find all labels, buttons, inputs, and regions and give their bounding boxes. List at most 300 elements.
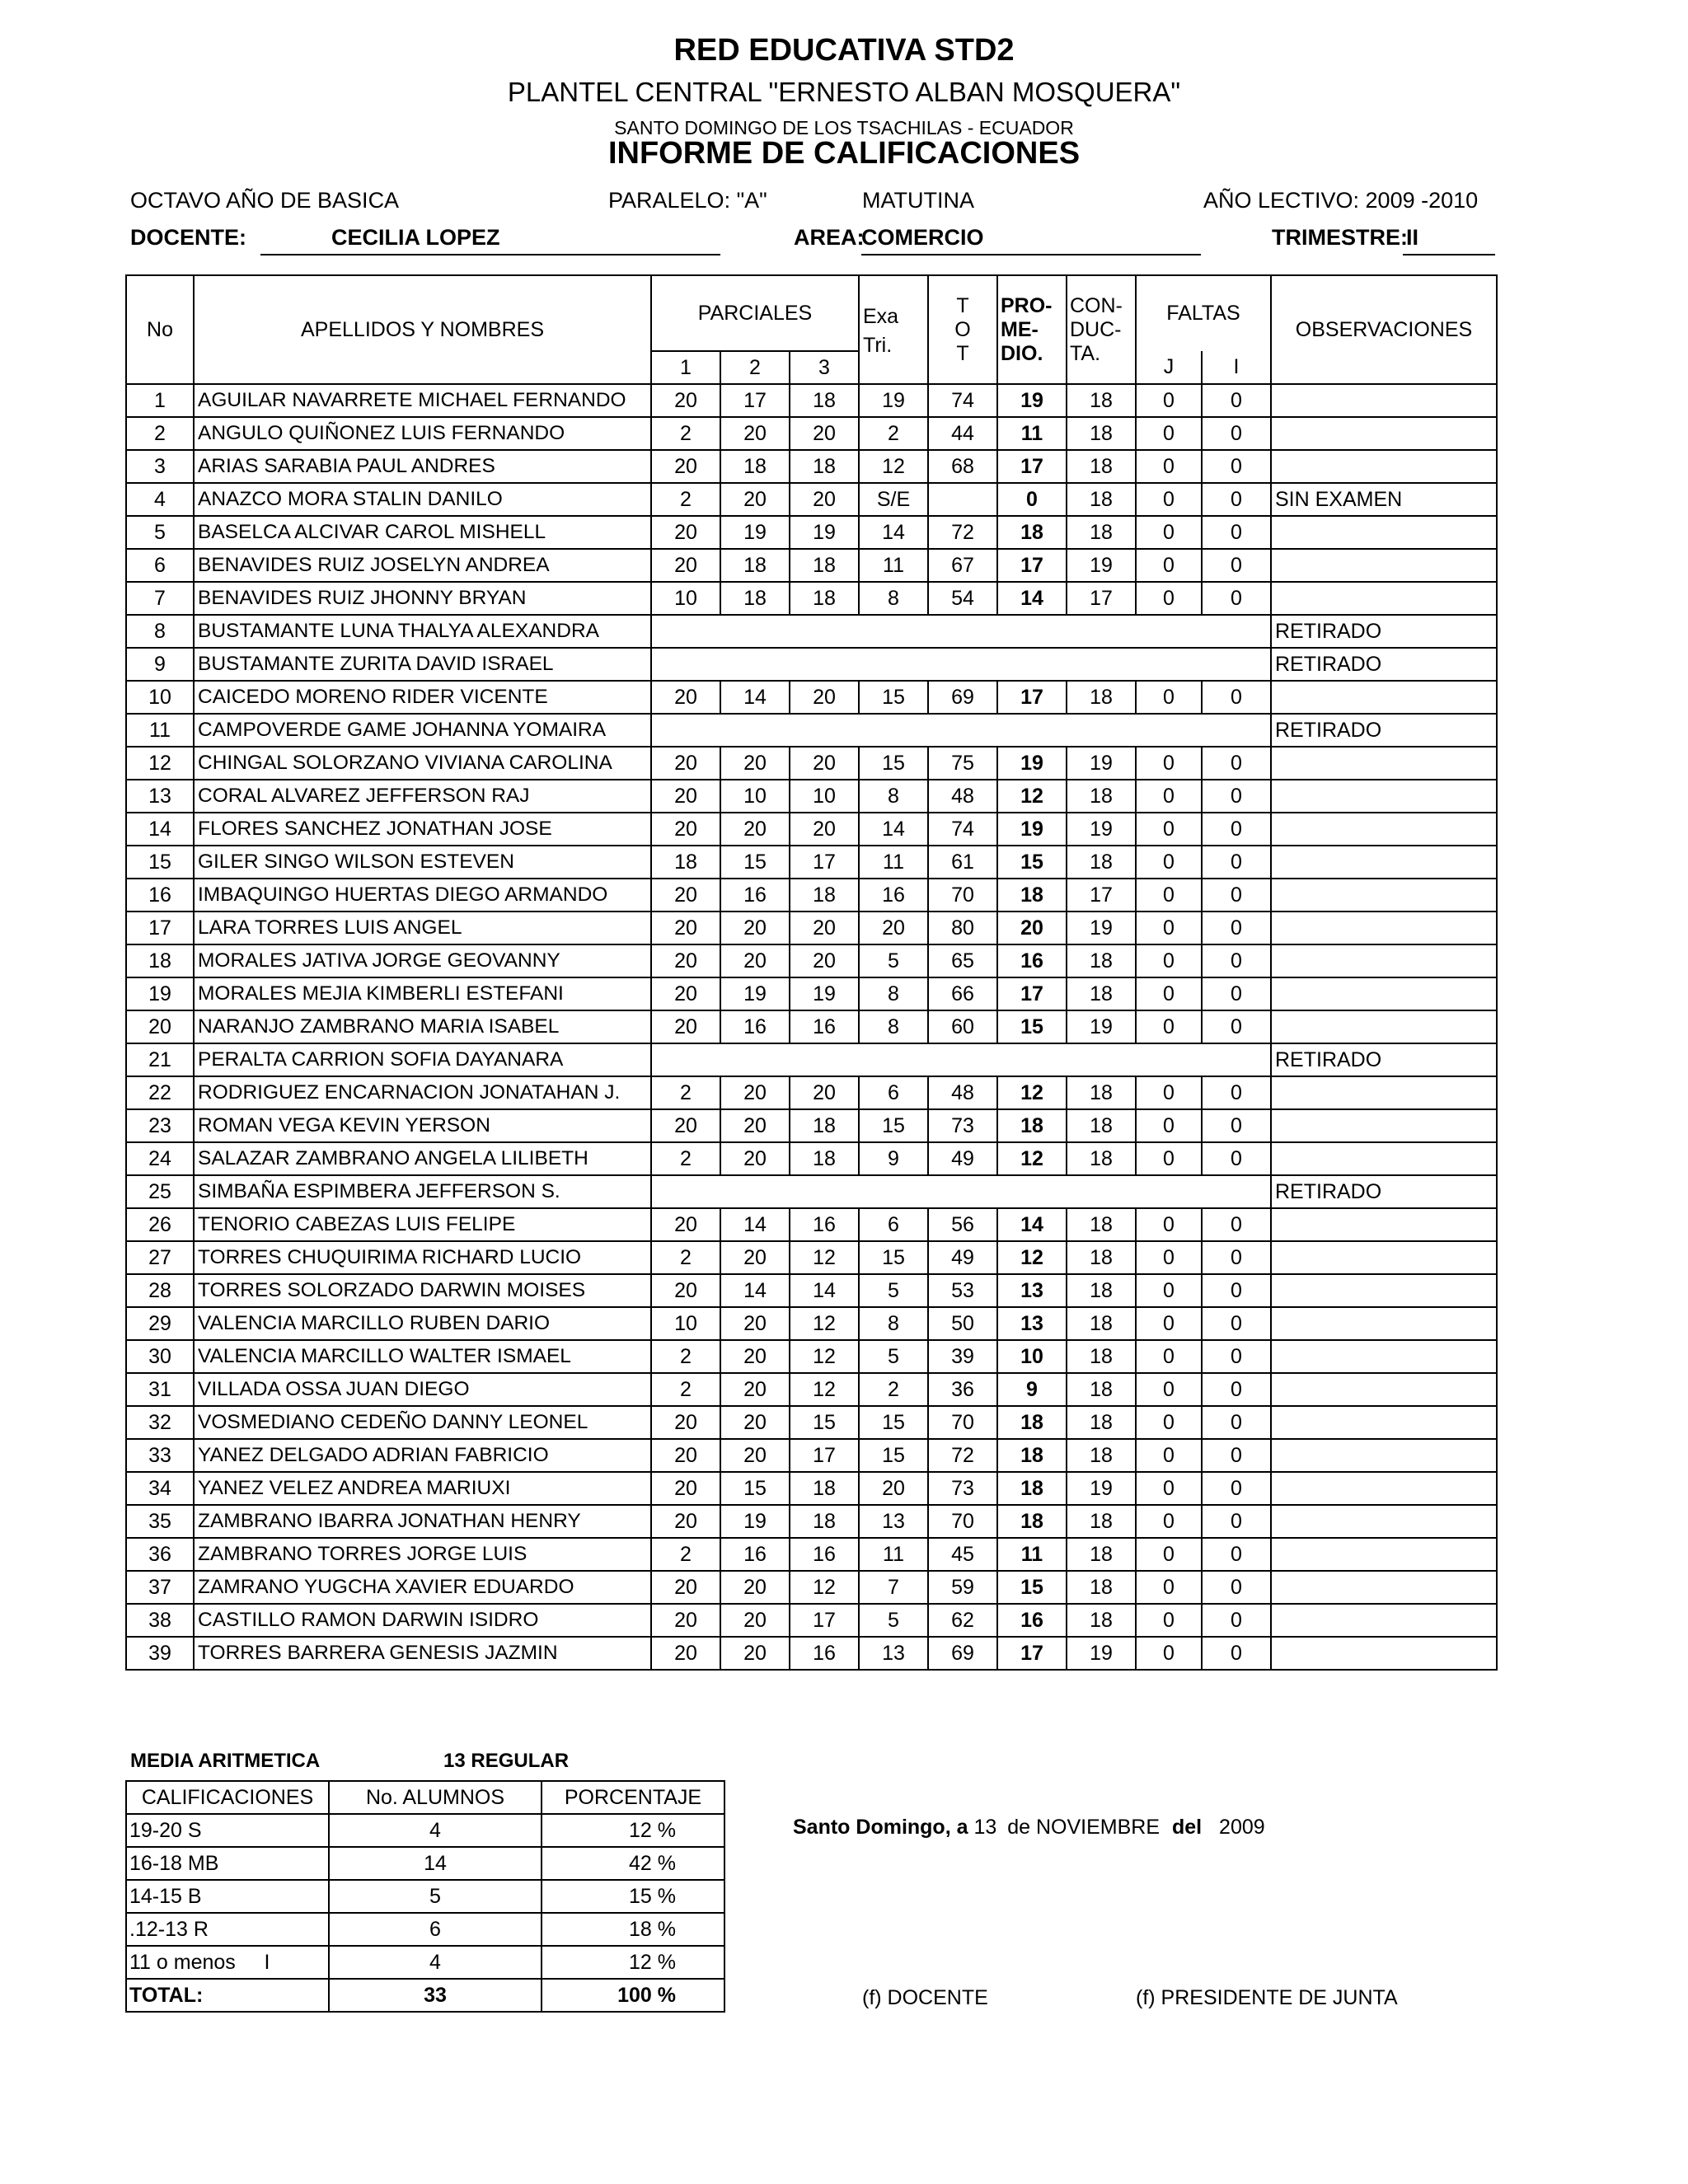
student-name: ZAMBRANO IBARRA JONATHAN HENRY	[194, 1505, 651, 1538]
absences-unjustified: 0	[1202, 1307, 1271, 1340]
conduct-grade: 18	[1067, 780, 1136, 813]
absences-justified: 0	[1136, 1109, 1202, 1142]
observation	[1271, 384, 1497, 417]
observation	[1271, 1076, 1497, 1109]
total-grade: 69	[928, 1637, 997, 1670]
partial-3-grade: 18	[790, 549, 859, 582]
observation	[1271, 1109, 1497, 1142]
president-signature: (f) PRESIDENTE DE JUNTA	[1136, 1986, 1398, 2009]
student-name: GILER SINGO WILSON ESTEVEN	[194, 846, 651, 879]
table-row	[126, 780, 1497, 813]
observation	[1271, 944, 1497, 977]
exam-grade: 8	[859, 977, 928, 1010]
total-grade: 60	[928, 1010, 997, 1043]
observation	[1271, 1406, 1497, 1439]
absences-unjustified: 0	[1202, 681, 1271, 714]
total-grade: 68	[928, 450, 997, 483]
student-number: 14	[126, 813, 194, 846]
report-title: INFORME DE CALIFICACIONES	[607, 136, 1081, 171]
partial-2-grade: 17	[720, 384, 790, 417]
observation	[1271, 1340, 1497, 1373]
student-number: 6	[126, 549, 194, 582]
partial-3-grade: 17	[790, 846, 859, 879]
school-year: AÑO LECTIVO: 2009 -2010	[1203, 188, 1479, 213]
student-number: 18	[126, 944, 194, 977]
observation	[1271, 813, 1497, 846]
average-grade: 18	[997, 1505, 1067, 1538]
absences-unjustified: 0	[1202, 1241, 1271, 1274]
conduct-grade: 18	[1067, 977, 1136, 1010]
summary-count: 5	[329, 1880, 542, 1913]
student-name: ZAMRANO YUGCHA XAVIER EDUARDO	[194, 1571, 651, 1604]
absences-justified: 0	[1136, 582, 1202, 615]
partial-1-grade: 20	[651, 912, 720, 944]
table-row	[126, 1538, 1497, 1571]
observation	[1271, 1571, 1497, 1604]
partial-2-grade: 20	[720, 1439, 790, 1472]
average-grade: 17	[997, 549, 1067, 582]
average-grade: 18	[997, 879, 1067, 912]
partial-2-grade: 14	[720, 1274, 790, 1307]
student-name: TENORIO CABEZAS LUIS FELIPE	[194, 1208, 651, 1241]
summary-percent: 15 %	[542, 1880, 724, 1913]
partial-1-grade: 20	[651, 1010, 720, 1043]
conduct-grade: 18	[1067, 944, 1136, 977]
absences-unjustified: 0	[1202, 1637, 1271, 1670]
table-row	[126, 747, 1497, 780]
exam-grade: 14	[859, 813, 928, 846]
partial-2-grade: 10	[720, 780, 790, 813]
col-header-total: T O T	[928, 275, 997, 384]
term-value: II	[1406, 225, 1419, 250]
partial-1-grade: 2	[651, 1340, 720, 1373]
student-name: SIMBAÑA ESPIMBERA JEFFERSON S.	[194, 1175, 651, 1208]
area-label: AREA:	[794, 225, 865, 250]
summary-range: .12-13 R	[126, 1913, 329, 1946]
total-grade: 65	[928, 944, 997, 977]
average-grade: 13	[997, 1274, 1067, 1307]
student-name: PERALTA CARRION SOFIA DAYANARA	[194, 1043, 651, 1076]
partial-2-grade: 14	[720, 1208, 790, 1241]
average-grade: 15	[997, 1010, 1067, 1043]
total-grade: 73	[928, 1472, 997, 1505]
student-number: 29	[126, 1307, 194, 1340]
student-number: 7	[126, 582, 194, 615]
summary-row	[126, 1814, 724, 1847]
student-name: TORRES BARRERA GENESIS JAZMIN	[194, 1637, 651, 1670]
student-name: CORAL ALVAREZ JEFFERSON RAJ	[194, 780, 651, 813]
student-number: 23	[126, 1109, 194, 1142]
date-month: NOVIEMBRE	[1035, 1816, 1160, 1839]
partial-2-grade: 16	[720, 879, 790, 912]
student-name: YANEZ VELEZ ANDREA MARIUXI	[194, 1472, 651, 1505]
total-grade: 74	[928, 813, 997, 846]
absences-unjustified: 0	[1202, 1208, 1271, 1241]
total-grade: 62	[928, 1604, 997, 1637]
exam-grade: 7	[859, 1571, 928, 1604]
observation	[1271, 977, 1497, 1010]
average-grade: 14	[997, 1208, 1067, 1241]
absences-unjustified: 0	[1202, 1142, 1271, 1175]
student-number: 32	[126, 1406, 194, 1439]
withdrawn-blank	[651, 615, 1271, 648]
absences-unjustified: 0	[1202, 1538, 1271, 1571]
col-header-partial-1: 1	[651, 351, 720, 384]
student-number: 36	[126, 1538, 194, 1571]
total-grade: 61	[928, 846, 997, 879]
table-row	[126, 912, 1497, 944]
table-row	[126, 549, 1497, 582]
partial-2-grade: 18	[720, 582, 790, 615]
table-row	[126, 681, 1497, 714]
exam-grade: 11	[859, 846, 928, 879]
partial-3-grade: 17	[790, 1439, 859, 1472]
absences-unjustified: 0	[1202, 977, 1271, 1010]
partial-1-grade: 20	[651, 1439, 720, 1472]
summary-percent: 42 %	[542, 1847, 724, 1880]
exam-grade: 15	[859, 1406, 928, 1439]
absences-justified: 0	[1136, 879, 1202, 912]
col-header-average: PRO- ME- DIO.	[997, 275, 1067, 384]
student-name: ROMAN VEGA KEVIN YERSON	[194, 1109, 651, 1142]
exam-grade: 5	[859, 944, 928, 977]
observation	[1271, 1274, 1497, 1307]
average-grade: 18	[997, 1439, 1067, 1472]
exam-grade: 20	[859, 912, 928, 944]
observation	[1271, 1307, 1497, 1340]
student-number: 9	[126, 648, 194, 681]
conduct-grade: 18	[1067, 1604, 1136, 1637]
total-grade: 73	[928, 1109, 997, 1142]
student-name: ARIAS SARABIA PAUL ANDRES	[194, 450, 651, 483]
col-header-absences: FALTAS	[1136, 275, 1271, 351]
summary-percent: 12 %	[542, 1946, 724, 1979]
observation: RETIRADO	[1271, 1175, 1497, 1208]
table-row	[126, 1307, 1497, 1340]
table-row	[126, 1109, 1497, 1142]
col-header-observations: OBSERVACIONES	[1271, 275, 1497, 384]
area-value: COMERCIO	[861, 225, 984, 250]
student-name: YANEZ DELGADO ADRIAN FABRICIO	[194, 1439, 651, 1472]
partial-1-grade: 20	[651, 1274, 720, 1307]
student-number: 4	[126, 483, 194, 516]
partial-3-grade: 20	[790, 747, 859, 780]
average-grade: 12	[997, 1142, 1067, 1175]
conduct-grade: 18	[1067, 1505, 1136, 1538]
table-row	[126, 450, 1497, 483]
absences-unjustified: 0	[1202, 1604, 1271, 1637]
observation	[1271, 516, 1497, 549]
observation	[1271, 846, 1497, 879]
absences-justified: 0	[1136, 1571, 1202, 1604]
total-grade: 45	[928, 1538, 997, 1571]
summary-total-percent: 100 %	[542, 1979, 724, 2012]
exam-grade: 6	[859, 1076, 928, 1109]
observation	[1271, 879, 1497, 912]
exam-grade: 2	[859, 417, 928, 450]
col-header-partials: PARCIALES	[651, 275, 859, 351]
student-number: 20	[126, 1010, 194, 1043]
student-number: 37	[126, 1571, 194, 1604]
col-header-absences-justified: J	[1136, 351, 1202, 384]
absences-justified: 0	[1136, 1439, 1202, 1472]
absences-unjustified: 0	[1202, 1406, 1271, 1439]
table-row	[126, 1571, 1497, 1604]
absences-justified: 0	[1136, 1406, 1202, 1439]
withdrawn-blank	[651, 1043, 1271, 1076]
absences-justified: 0	[1136, 417, 1202, 450]
partial-2-grade: 20	[720, 912, 790, 944]
exam-grade: 5	[859, 1604, 928, 1637]
table-row	[126, 1043, 1497, 1076]
student-number: 10	[126, 681, 194, 714]
date-day: 13	[973, 1816, 997, 1839]
col-header-names: APELLIDOS Y NOMBRES	[194, 275, 651, 384]
col-header-conduct: CON- DUC- TA.	[1067, 275, 1136, 384]
partial-2-grade: 18	[720, 549, 790, 582]
total-grade: 70	[928, 879, 997, 912]
average-grade: 17	[997, 681, 1067, 714]
average-grade: 11	[997, 1538, 1067, 1571]
observation	[1271, 417, 1497, 450]
total-grade: 72	[928, 1439, 997, 1472]
absences-justified: 0	[1136, 681, 1202, 714]
absences-justified: 0	[1136, 1604, 1202, 1637]
total-grade: 44	[928, 417, 997, 450]
table-row	[126, 1142, 1497, 1175]
average-grade: 12	[997, 1076, 1067, 1109]
absences-unjustified: 0	[1202, 582, 1271, 615]
observation: RETIRADO	[1271, 714, 1497, 747]
partial-1-grade: 18	[651, 846, 720, 879]
average-grade: 17	[997, 450, 1067, 483]
partial-2-grade: 15	[720, 1472, 790, 1505]
partial-1-grade: 2	[651, 1538, 720, 1571]
partial-1-grade: 20	[651, 813, 720, 846]
summary-count: 4	[329, 1814, 542, 1847]
partial-3-grade: 18	[790, 450, 859, 483]
partial-2-grade: 19	[720, 977, 790, 1010]
absences-unjustified: 0	[1202, 1274, 1271, 1307]
observation	[1271, 912, 1497, 944]
col-header-partial-2: 2	[720, 351, 790, 384]
exam-grade: 16	[859, 879, 928, 912]
conduct-grade: 19	[1067, 912, 1136, 944]
average-grade: 14	[997, 582, 1067, 615]
table-row	[126, 483, 1497, 516]
observation	[1271, 681, 1497, 714]
average-grade: 9	[997, 1373, 1067, 1406]
student-number: 15	[126, 846, 194, 879]
table-row	[126, 813, 1497, 846]
average-grade: 15	[997, 1571, 1067, 1604]
conduct-grade: 18	[1067, 1538, 1136, 1571]
exam-grade: 2	[859, 1373, 928, 1406]
partial-3-grade: 12	[790, 1571, 859, 1604]
partial-3-grade: 20	[790, 483, 859, 516]
conduct-grade: 17	[1067, 582, 1136, 615]
absences-justified: 0	[1136, 1472, 1202, 1505]
summary-count: 6	[329, 1913, 542, 1946]
exam-grade: 19	[859, 384, 928, 417]
partial-3-grade: 20	[790, 912, 859, 944]
exam-grade: 8	[859, 1307, 928, 1340]
table-row	[126, 1472, 1497, 1505]
partial-1-grade: 20	[651, 1637, 720, 1670]
partial-3-grade: 18	[790, 1142, 859, 1175]
exam-grade: 6	[859, 1208, 928, 1241]
conduct-grade: 18	[1067, 1076, 1136, 1109]
absences-justified: 0	[1136, 384, 1202, 417]
student-number: 17	[126, 912, 194, 944]
conduct-grade: 18	[1067, 1208, 1136, 1241]
student-name: ANGULO QUIÑONEZ LUIS FERNANDO	[194, 417, 651, 450]
partial-1-grade: 20	[651, 1604, 720, 1637]
absences-justified: 0	[1136, 747, 1202, 780]
partial-2-grade: 20	[720, 1406, 790, 1439]
table-row	[126, 1373, 1497, 1406]
student-name: IMBAQUINGO HUERTAS DIEGO ARMANDO	[194, 879, 651, 912]
student-number: 38	[126, 1604, 194, 1637]
partial-2-grade: 20	[720, 1076, 790, 1109]
observation: RETIRADO	[1271, 615, 1497, 648]
partial-3-grade: 20	[790, 1076, 859, 1109]
partial-2-grade: 20	[720, 1340, 790, 1373]
partial-2-grade: 20	[720, 417, 790, 450]
teacher-signature: (f) DOCENTE	[862, 1986, 988, 2009]
student-name: MORALES MEJIA KIMBERLI ESTEFANI	[194, 977, 651, 1010]
student-number: 21	[126, 1043, 194, 1076]
total-grade: 48	[928, 1076, 997, 1109]
observation	[1271, 1208, 1497, 1241]
partial-1-grade: 2	[651, 1373, 720, 1406]
table-row	[126, 879, 1497, 912]
partial-3-grade: 20	[790, 681, 859, 714]
mean-label: MEDIA ARITMETICA	[130, 1750, 321, 1772]
summary-row	[126, 1880, 724, 1913]
observation	[1271, 1241, 1497, 1274]
average-grade: 12	[997, 780, 1067, 813]
conduct-grade: 18	[1067, 516, 1136, 549]
conduct-grade: 18	[1067, 1439, 1136, 1472]
absences-unjustified: 0	[1202, 549, 1271, 582]
teacher-name: CECILIA LOPEZ	[331, 225, 500, 250]
partial-1-grade: 20	[651, 1472, 720, 1505]
table-row	[126, 384, 1497, 417]
partial-1-grade: 10	[651, 1307, 720, 1340]
absences-justified: 0	[1136, 1010, 1202, 1043]
teacher-label: DOCENTE:	[130, 225, 246, 250]
absences-justified: 0	[1136, 1241, 1202, 1274]
observation	[1271, 780, 1497, 813]
summary-row	[126, 1913, 724, 1946]
partial-3-grade: 18	[790, 1109, 859, 1142]
student-name: VOSMEDIANO CEDEÑO DANNY LEONEL	[194, 1406, 651, 1439]
partial-2-grade: 15	[720, 846, 790, 879]
partial-2-grade: 20	[720, 1571, 790, 1604]
table-row	[126, 944, 1497, 977]
exam-grade: 15	[859, 1241, 928, 1274]
partial-2-grade: 20	[720, 1307, 790, 1340]
summary-header-grades: CALIFICACIONES	[126, 1781, 329, 1814]
conduct-grade: 19	[1067, 1010, 1136, 1043]
total-grade: 69	[928, 681, 997, 714]
student-name: ANAZCO MORA STALIN DANILO	[194, 483, 651, 516]
absences-unjustified: 0	[1202, 1340, 1271, 1373]
absences-justified: 0	[1136, 977, 1202, 1010]
table-row	[126, 648, 1497, 681]
observation	[1271, 1505, 1497, 1538]
observation	[1271, 1472, 1497, 1505]
student-name: VALENCIA MARCILLO RUBEN DARIO	[194, 1307, 651, 1340]
summary-header-percent: PORCENTAJE	[542, 1781, 724, 1814]
student-number: 35	[126, 1505, 194, 1538]
partial-3-grade: 18	[790, 384, 859, 417]
total-grade: 59	[928, 1571, 997, 1604]
table-row	[126, 1241, 1497, 1274]
table-row	[126, 1175, 1497, 1208]
table-row	[126, 417, 1497, 450]
absences-justified: 0	[1136, 846, 1202, 879]
student-name: CASTILLO RAMON DARWIN ISIDRO	[194, 1604, 651, 1637]
exam-grade: 13	[859, 1637, 928, 1670]
absences-justified: 0	[1136, 483, 1202, 516]
network-title: RED EDUCATIVA STD2	[673, 33, 1015, 68]
exam-grade: 8	[859, 582, 928, 615]
student-number: 2	[126, 417, 194, 450]
absences-unjustified: 0	[1202, 1571, 1271, 1604]
partial-1-grade: 20	[651, 549, 720, 582]
student-name: VILLADA OSSA JUAN DIEGO	[194, 1373, 651, 1406]
conduct-grade: 18	[1067, 681, 1136, 714]
student-number: 30	[126, 1340, 194, 1373]
average-grade: 19	[997, 747, 1067, 780]
partial-3-grade: 10	[790, 780, 859, 813]
col-header-no: No	[126, 275, 194, 384]
exam-grade: S/E	[859, 483, 928, 516]
conduct-grade: 18	[1067, 483, 1136, 516]
col-header-partial-3: 3	[790, 351, 859, 384]
summary-count: 14	[329, 1847, 542, 1880]
student-number: 31	[126, 1373, 194, 1406]
conduct-grade: 18	[1067, 1142, 1136, 1175]
absences-unjustified: 0	[1202, 813, 1271, 846]
student-name: TORRES SOLORZADO DARWIN MOISES	[194, 1274, 651, 1307]
col-header-absences-unjustified: I	[1202, 351, 1271, 384]
partial-2-grade: 20	[720, 747, 790, 780]
summary-row	[126, 1847, 724, 1880]
partial-3-grade: 12	[790, 1373, 859, 1406]
absences-unjustified: 0	[1202, 780, 1271, 813]
table-row	[126, 1340, 1497, 1373]
absences-justified: 0	[1136, 450, 1202, 483]
summary-count: 4	[329, 1946, 542, 1979]
conduct-grade: 19	[1067, 1472, 1136, 1505]
partial-3-grade: 17	[790, 1604, 859, 1637]
absences-unjustified: 0	[1202, 483, 1271, 516]
partial-2-grade: 18	[720, 450, 790, 483]
partial-1-grade: 20	[651, 879, 720, 912]
exam-grade: 9	[859, 1142, 928, 1175]
conduct-grade: 17	[1067, 879, 1136, 912]
conduct-grade: 18	[1067, 1307, 1136, 1340]
absences-justified: 0	[1136, 813, 1202, 846]
student-name: NARANJO ZAMBRANO MARIA ISABEL	[194, 1010, 651, 1043]
student-name: CHINGAL SOLORZANO VIVIANA CAROLINA	[194, 747, 651, 780]
grade-level: OCTAVO AÑO DE BASICA	[130, 188, 400, 213]
student-number: 8	[126, 615, 194, 648]
average-grade: 15	[997, 846, 1067, 879]
